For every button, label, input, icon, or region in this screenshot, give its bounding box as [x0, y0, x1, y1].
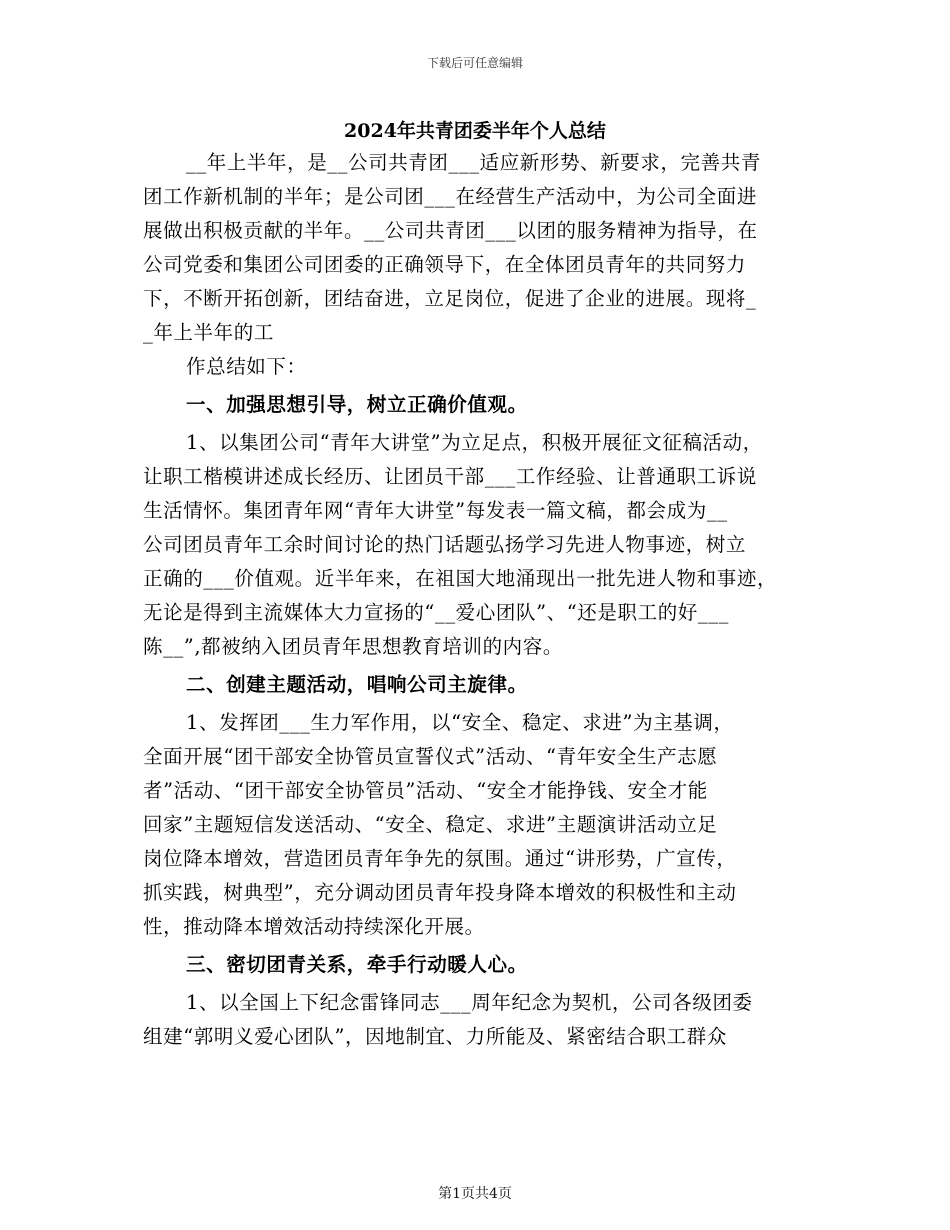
page-header: 下载后可任意编辑 — [426, 56, 523, 70]
section-heading: 二、创建主题活动，唱响公司主旋律。 — [186, 673, 528, 696]
paragraph-line: 团工作新机制的半年；是公司团___在经营生产活动中，为公司全面进 — [143, 185, 757, 208]
paragraph-line: 岗位降本增效，营造团员青年争先的氛围。通过“讲形势，广宣传， — [143, 847, 737, 870]
paragraph-line: 无论是得到主流媒体大力宣扬的“__爱心团队”、“还是职工的好___ — [143, 601, 729, 624]
paragraph-line: 生活情怀。集团青年网“青年大讲堂”每发表一篇文稿，都会成为__ — [143, 499, 728, 522]
paragraph-line: 全面开展“团干部安全协管员宣誓仪式”活动、“青年安全生产志愿 — [143, 745, 718, 768]
paragraph-line: 者”活动、“团干部安全协管员”活动、“安全才能挣钱、安全才能 — [143, 779, 708, 802]
paragraph-line: 公司团员青年工余时间讨论的热门话题弘扬学习先进人物事迹，树立 — [143, 533, 747, 556]
paragraph-line: 回家”主题短信发送活动、“安全、稳定、求进”主题演讲活动立足 — [143, 813, 718, 836]
paragraph-line: 展做出积极贡献的半年。__公司共青团___以团的服务精神为指导，在 — [143, 219, 758, 242]
paragraph-line: 正确的___价值观。近半年来，在祖国大地涌现出一批先进人物和事迹， — [143, 567, 778, 590]
document-body — [143, 146, 823, 1054]
paragraph-line: 抓实践，树典型”，充分调动团员青年投身降本增效的积极性和主动 — [143, 881, 737, 904]
paragraph-line: 1、以全国上下纪念雷锋同志___周年纪念为契机，公司各级团委 — [186, 991, 753, 1014]
page-footer: 第1页共4页 — [438, 1186, 512, 1202]
paragraph-line: 下，不断开拓创新，团结奋进，立足岗位，促进了企业的进展。现将_ — [143, 287, 757, 310]
paragraph-line: 作总结如下： — [186, 355, 307, 378]
paragraph-line: 让职工楷模讲述成长经历、让团员干部___工作经验、让普通职工诉说 — [143, 465, 757, 488]
section-heading: 一、加强思想引导，树立正确价值观。 — [186, 393, 528, 416]
paragraph-line: 1、发挥团___生力军作用，以“安全、稳定、求进”为主基调， — [186, 711, 734, 734]
paragraph-line: __年上半年，是__公司共青团___适应新形势、新要求，完善共青 — [186, 151, 761, 174]
paragraph-line: 组建“郭明义爱心团队”，因地制宜、力所能及、紧密结合职工群众 — [143, 1025, 727, 1048]
paragraph-line: 公司党委和集团公司团委的正确领导下，在全体团员青年的共同努力 — [143, 253, 747, 276]
paragraph-line: 1、以集团公司“青年大讲堂”为立足点，积极开展征文征稿活动， — [186, 431, 763, 454]
document-title: 2024年共青团委半年个人总结 — [344, 120, 606, 142]
paragraph-line: 性，推动降本增效活动持续深化开展。 — [143, 915, 485, 938]
paragraph-line: _年上半年的工 — [143, 321, 274, 344]
paragraph-line: 陈__”,都被纳入团员青年思想教育培训的内容。 — [143, 635, 563, 658]
section-heading: 三、密切团青关系，牵手行动暖人心。 — [186, 953, 528, 976]
